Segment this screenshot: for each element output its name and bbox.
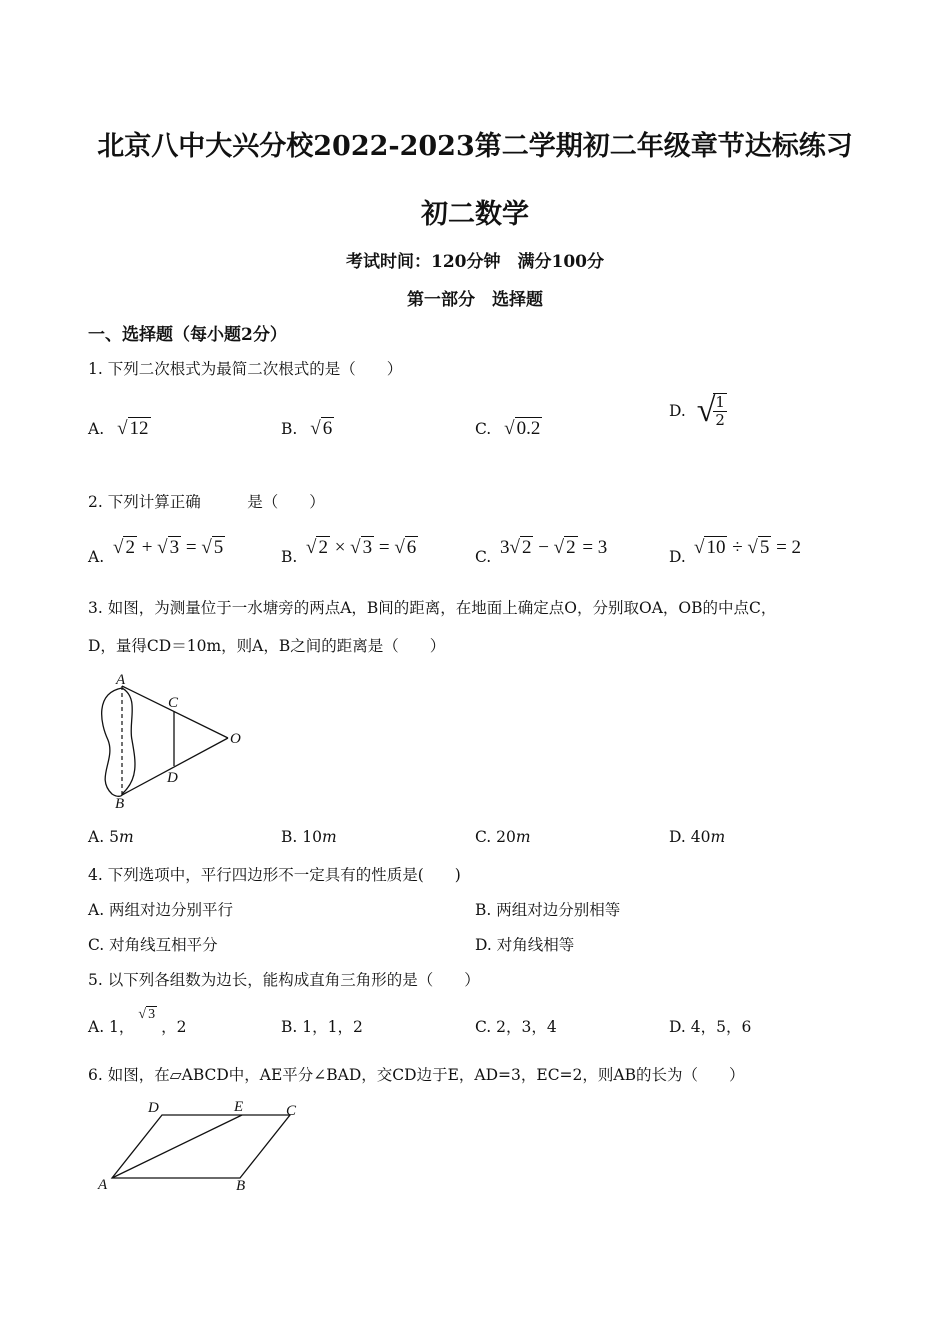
q3-option-a: A. 5m [88, 828, 134, 846]
pond-outline [102, 688, 135, 796]
question-3-line1: 3. 如图，为测量位于一水塘旁的两点A，B间的距离，在地面上确定点O，分别取OA，OB的中点C， [88, 599, 777, 617]
option-label: A. [88, 420, 105, 438]
option-label: C. [475, 420, 492, 438]
q2-option-b-label: B. [281, 548, 298, 566]
option-label: D. [669, 402, 686, 420]
label-c: C [286, 1103, 297, 1119]
q1-option-d: D. √ $\frac{1}{2}$ [669, 392, 725, 429]
q3-option-b: B. 10m [281, 828, 337, 846]
q1-option-c: C. √ 0.2 [475, 418, 541, 439]
q2-option-b: √ 2 × √ 3 = √ 6 [306, 537, 417, 558]
label-e: E [234, 1099, 244, 1115]
q4-option-d: D. 对角线相等 [475, 936, 575, 954]
parallelogram-abcd [112, 1115, 290, 1178]
q1-option-b: B. √ 6 [281, 418, 333, 439]
q4-option-c: C. 对角线互相平分 [88, 936, 218, 954]
question-5-stem: 5. 以下列各组数为边长，能构成直角三角形的是（ ） [88, 971, 480, 989]
label-a: A [116, 672, 126, 688]
option-label: B. [281, 420, 298, 438]
label-d: D [148, 1100, 159, 1116]
subject-title: 初二数学 [421, 199, 529, 230]
q4-option-b: B. 两组对边分别相等 [475, 901, 621, 919]
q3-option-c: C. 20m [475, 828, 531, 846]
part-title: 第一部分 选择题 [407, 290, 543, 310]
label-o: O [230, 731, 241, 747]
fraction: $\frac{1}{2}$ [715, 393, 725, 429]
question-3-line2: D，量得CD＝10m，则A，B之间的距离是（ ） [88, 637, 446, 655]
segment-bo [122, 738, 228, 795]
exam-info: 考试时间：120分钟 满分100分 [346, 252, 604, 272]
q2-option-c: 3√ 2 − √ 2 = 3 [500, 537, 608, 558]
page-title: 北京八中大兴分校2022-2023第二学期初二年级章节达标练习 [97, 131, 853, 162]
label-c: C [168, 695, 179, 711]
label-d: D [167, 770, 178, 786]
q5-option-b: B. 1，1，2 [281, 1018, 363, 1036]
question-1-stem: 1. 下列二次根式为最简二次根式的是（ ） [88, 360, 403, 378]
q2-option-d: √ 10 ÷ √ 5 = 2 [694, 537, 802, 558]
q4-option-a: A. 两组对边分别平行 [88, 901, 234, 919]
segment-ao [122, 686, 228, 738]
question-6-stem: 6. 如图，在▱ABCD中，AE平分∠BAD，交CD边于E，AD=3，EC=2，则AB的长为（ ） [88, 1066, 745, 1084]
radicand: 12 [129, 418, 149, 439]
question-4-stem: 4. 下列选项中，平行四边形不一定具有的性质是( ) [88, 866, 461, 884]
label-b: B [236, 1178, 246, 1194]
q3-option-d: D. 40m [669, 828, 726, 846]
q2-option-a: √ 2 + √ 3 = √ 5 [113, 537, 224, 558]
radicand: 6 [322, 418, 333, 439]
q5-option-d: D. 4，5，6 [669, 1018, 752, 1036]
q1-option-a: A. √ 12 [88, 418, 149, 439]
q2-option-c-label: C. [475, 548, 492, 566]
label-b: B [115, 796, 125, 812]
q5-option-a: A. 1，√ 3，2 [88, 1007, 187, 1036]
q5-option-c: C. 2，3，4 [475, 1018, 557, 1036]
segment-ae [112, 1115, 242, 1178]
section-heading: 一、选择题（每小题2分） [88, 325, 287, 345]
q2-option-d-label: D. [669, 548, 686, 566]
q2-option-a-label: A. [88, 548, 105, 566]
parallelogram-figure [94, 1095, 314, 1195]
radicand: 0.2 [516, 418, 541, 439]
pond-triangle-figure [90, 668, 260, 816]
label-a: A [98, 1177, 108, 1193]
question-2-stem: 2. 下列计算正确 是（ ） [88, 493, 325, 511]
